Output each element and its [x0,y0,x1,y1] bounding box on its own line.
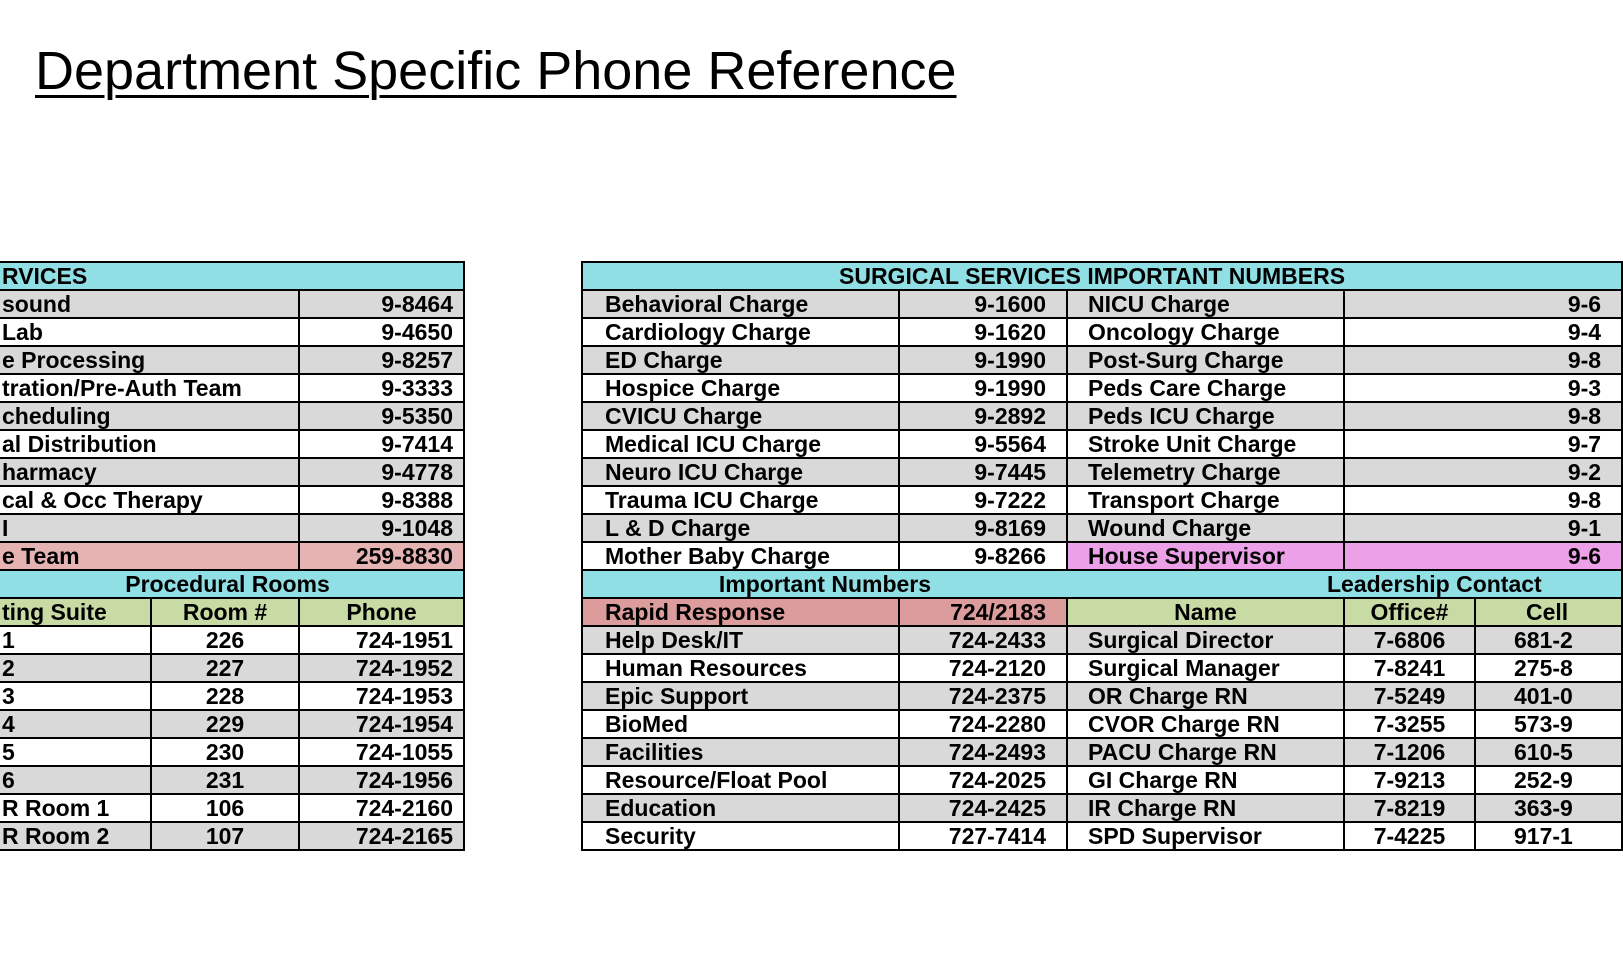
suite-name-text: 2 [2,655,15,681]
procedural-header-row [0,570,464,598]
room-number: 107 [151,822,299,850]
team-phone: 259-8830 [299,542,464,570]
service-name [0,290,299,318]
important-name: BioMed [582,710,899,738]
room-number: 228 [151,682,299,710]
table-row [582,738,1622,766]
service-name-text: sound [2,291,71,317]
leader-name: Surgical Director [1067,626,1344,654]
unit-phone: 9-2 [1344,458,1622,486]
service-name-text: Lab [2,319,43,345]
suite-name [0,822,151,850]
service-name [0,374,299,402]
col-name: Name [1067,598,1344,626]
suite-name-text: 4 [2,711,15,737]
col-suite [0,598,151,626]
room-phone: 724-1953 [299,682,464,710]
suite-name [0,794,151,822]
suite-name-text: 1 [2,627,15,653]
table-row [582,402,1622,430]
unit-phone: 9-7445 [899,458,1067,486]
table-row [582,318,1622,346]
service-name-text: al Distribution [2,431,157,457]
unit-name: Medical ICU Charge [582,430,899,458]
col-cell: Cell [1475,598,1622,626]
room-number: 230 [151,738,299,766]
section-header-text: RVICES [2,263,88,289]
room-phone: 724-1951 [299,626,464,654]
procedural-rooms-header: Procedural Rooms [0,570,464,598]
table-row [582,430,1622,458]
service-name-text: tration/Pre-Auth Team [2,375,242,401]
important-phone: 724-2280 [899,710,1067,738]
suite-name-text: 3 [2,683,15,709]
unit-name: ED Charge [582,346,899,374]
table-row [582,794,1622,822]
service-name-text: cal & Occ Therapy [2,487,203,513]
table-row [0,486,464,514]
table-row [582,290,1622,318]
col-phone: Phone [299,598,464,626]
unit-name: Wound Charge [1067,514,1344,542]
service-name [0,318,299,346]
unit-phone: 9-8 [1344,486,1622,514]
leadership-contact-header: Leadership Contact [1067,570,1622,598]
important-name: Epic Support [582,682,899,710]
leader-office: 7-5249 [1344,682,1475,710]
table-row [582,486,1622,514]
unit-phone: 9-1990 [899,374,1067,402]
room-number: 227 [151,654,299,682]
room-number: 106 [151,794,299,822]
unit-name: Behavioral Charge [582,290,899,318]
important-phone: 727-7414 [899,822,1067,850]
leader-cell: 610-5 [1475,738,1622,766]
surgical-services-table [581,261,1623,851]
leader-office: 7-3255 [1344,710,1475,738]
leader-name: PACU Charge RN [1067,738,1344,766]
suite-name [0,738,151,766]
table-row [0,710,464,738]
service-name-text: I [2,515,9,541]
important-phone: 724-2025 [899,766,1067,794]
section-header-row [0,262,464,290]
suite-name-text: 5 [2,739,15,765]
team-name-text: e Team [2,543,80,569]
table-row [582,626,1622,654]
room-number: 229 [151,710,299,738]
unit-name: Stroke Unit Charge [1067,430,1344,458]
service-phone: 9-7414 [299,430,464,458]
unit-name: Mother Baby Charge [582,542,899,570]
service-name [0,458,299,486]
col-suite-text: ting Suite [2,599,107,625]
leader-cell: 401-0 [1475,682,1622,710]
table-row [0,626,464,654]
table-row [0,430,464,458]
room-number: 231 [151,766,299,794]
unit-name: Transport Charge [1067,486,1344,514]
table-row [582,374,1622,402]
col-room: Room # [151,598,299,626]
important-name: Facilities [582,738,899,766]
table-row [0,682,464,710]
room-phone: 724-2160 [299,794,464,822]
room-number: 226 [151,626,299,654]
service-phone: 9-5350 [299,402,464,430]
rapid-response-phone: 724/2183 [899,598,1067,626]
service-phone: 9-8464 [299,290,464,318]
table-row [582,458,1622,486]
leader-office: 7-8241 [1344,654,1475,682]
important-name: Security [582,822,899,850]
unit-phone: 9-6 [1344,290,1622,318]
unit-name: Neuro ICU Charge [582,458,899,486]
important-phone: 724-2120 [899,654,1067,682]
unit-name: Oncology Charge [1067,318,1344,346]
unit-name: Cardiology Charge [582,318,899,346]
unit-name: CVICU Charge [582,402,899,430]
leader-name: OR Charge RN [1067,682,1344,710]
table-row [582,542,1622,570]
unit-phone: 9-2892 [899,402,1067,430]
leader-cell: 363-9 [1475,794,1622,822]
suite-name-text: R Room 2 [2,823,110,849]
important-name: Education [582,794,899,822]
unit-phone: 9-8266 [899,542,1067,570]
leader-office: 7-9213 [1344,766,1475,794]
unit-phone: 9-6 [1344,542,1622,570]
room-phone: 724-1954 [299,710,464,738]
table-row [0,402,464,430]
service-name [0,346,299,374]
unit-name: Hospice Charge [582,374,899,402]
table-row [582,766,1622,794]
important-name: Resource/Float Pool [582,766,899,794]
table-row [0,290,464,318]
suite-name-text: 6 [2,767,15,793]
unit-phone: 9-8169 [899,514,1067,542]
unit-phone: 9-8 [1344,402,1622,430]
leader-cell: 252-9 [1475,766,1622,794]
leader-office: 7-8219 [1344,794,1475,822]
service-phone: 9-4778 [299,458,464,486]
unit-name: Telemetry Charge [1067,458,1344,486]
suite-name [0,710,151,738]
table-row [0,346,464,374]
unit-phone: 9-1 [1344,514,1622,542]
service-name [0,514,299,542]
leader-name: GI Charge RN [1067,766,1344,794]
important-numbers-header: Important Numbers [582,570,1067,598]
table-row [0,822,464,850]
service-phone: 9-1048 [299,514,464,542]
service-name-text: harmacy [2,459,97,485]
unit-name: Post-Surg Charge [1067,346,1344,374]
table-row [0,374,464,402]
leader-name: SPD Supervisor [1067,822,1344,850]
room-phone: 724-1956 [299,766,464,794]
team-name [0,542,299,570]
unit-phone: 9-1600 [899,290,1067,318]
room-phone: 724-2165 [299,822,464,850]
leader-office: 7-6806 [1344,626,1475,654]
service-phone: 9-8257 [299,346,464,374]
table-row [0,318,464,346]
table-row [582,654,1622,682]
surgical-header: SURGICAL SERVICES IMPORTANT NUMBERS [582,262,1622,290]
services-table [0,261,465,851]
suite-name [0,654,151,682]
section-header [0,262,464,290]
leader-name: IR Charge RN [1067,794,1344,822]
table-row [0,738,464,766]
unit-phone: 9-4 [1344,318,1622,346]
service-name [0,402,299,430]
unit-name: L & D Charge [582,514,899,542]
table-row [582,682,1622,710]
important-phone: 724-2493 [899,738,1067,766]
unit-phone: 9-1620 [899,318,1067,346]
leader-cell: 917-1 [1475,822,1622,850]
page-title: Department Specific Phone Reference [35,41,957,101]
team-row [0,542,464,570]
col-office: Office# [1344,598,1475,626]
unit-name: Peds ICU Charge [1067,402,1344,430]
subheader-row [582,570,1622,598]
unit-name: Peds Care Charge [1067,374,1344,402]
table-row [0,766,464,794]
service-name-text: e Processing [2,347,146,373]
table-row [582,822,1622,850]
table-row [0,514,464,542]
suite-name [0,766,151,794]
leader-name: CVOR Charge RN [1067,710,1344,738]
table-row [582,514,1622,542]
section-header-row [582,262,1622,290]
unit-phone: 9-7 [1344,430,1622,458]
service-phone: 9-8388 [299,486,464,514]
leader-cell: 275-8 [1475,654,1622,682]
suite-name [0,626,151,654]
table-row [0,794,464,822]
unit-name: NICU Charge [1067,290,1344,318]
service-name [0,430,299,458]
table-row [0,654,464,682]
important-phone: 724-2433 [899,626,1067,654]
unit-phone: 9-8 [1344,346,1622,374]
unit-phone: 9-1990 [899,346,1067,374]
leader-office: 7-4225 [1344,822,1475,850]
unit-phone: 9-7222 [899,486,1067,514]
room-phone: 724-1055 [299,738,464,766]
table-row [0,458,464,486]
important-name: Help Desk/IT [582,626,899,654]
procedural-columns-row [0,598,464,626]
service-phone: 9-3333 [299,374,464,402]
unit-phone: 9-5564 [899,430,1067,458]
important-phone: 724-2375 [899,682,1067,710]
rapid-response-row [582,598,1622,626]
unit-name: House Supervisor [1067,542,1344,570]
service-name [0,486,299,514]
important-name: Human Resources [582,654,899,682]
service-name-text: cheduling [2,403,111,429]
room-phone: 724-1952 [299,654,464,682]
important-phone: 724-2425 [899,794,1067,822]
table-row [582,346,1622,374]
rapid-response-label: Rapid Response [582,598,899,626]
table-row [582,710,1622,738]
leader-name: Surgical Manager [1067,654,1344,682]
suite-name-text: R Room 1 [2,795,110,821]
unit-name: Trauma ICU Charge [582,486,899,514]
leader-cell: 681-2 [1475,626,1622,654]
service-phone: 9-4650 [299,318,464,346]
suite-name [0,682,151,710]
leader-office: 7-1206 [1344,738,1475,766]
leader-cell: 573-9 [1475,710,1622,738]
unit-phone: 9-3 [1344,374,1622,402]
